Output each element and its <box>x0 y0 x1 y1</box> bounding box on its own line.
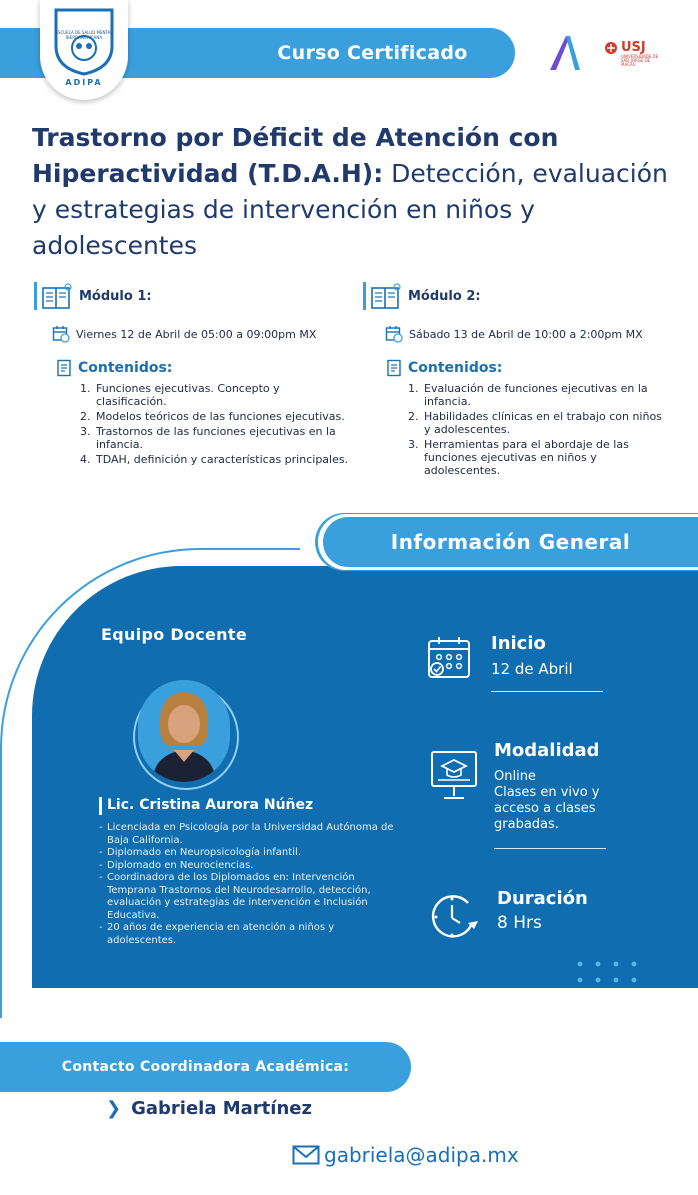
list-item: - Licenciada en Psicología por la Universidad Autónoma de Baja California. <box>99 822 394 846</box>
list-item: 3. Trastornos de las funciones ejecutivas en la infancia. <box>80 425 336 451</box>
module-1-date-text: Viernes 12 de Abril de 05:00 a 09:00pm MX <box>76 327 317 341</box>
module-2-date-text: Sábado 13 de Abril de 10:00 a 2:00pm MX <box>409 327 643 341</box>
a-logo-icon <box>546 32 582 72</box>
list-item: 2. Modelos teóricos de las funciones ejecutivas. <box>80 410 345 423</box>
list-item: 4. TDAH, definición y características principales. <box>80 453 349 466</box>
module-2-contents-label: Contenidos: <box>408 360 503 376</box>
teacher-photo <box>138 680 230 782</box>
list-item: - Diplomado en Neurociencias. <box>99 859 254 871</box>
shield-icon <box>50 6 118 76</box>
book-icon <box>41 282 73 310</box>
usj-subtitle: UNIVERSIDADE DE SÃO JORGE DE MACAU <box>621 54 659 67</box>
duracion-value: 8 Hrs <box>497 913 542 933</box>
module-1-header <box>34 282 152 310</box>
contact-email-text[interactable]: gabriela@adipa.mx <box>324 1143 519 1167</box>
document-icon <box>56 359 74 377</box>
monitor-graduation-icon <box>430 750 478 808</box>
list-item: - 20 años de experiencia en atención a niños y adolescentes. <box>99 922 335 946</box>
module-2-date <box>385 325 643 343</box>
calendar-icon <box>385 325 403 343</box>
usj-name: USJ <box>621 40 646 55</box>
inicio-value: 12 de Abril <box>491 660 573 678</box>
module-1-contents-label: Contenidos: <box>78 360 173 376</box>
contact-name-text: Gabriela Martínez <box>131 1098 312 1119</box>
decorative-dots <box>576 960 646 990</box>
module-2-contents-header <box>386 359 502 377</box>
teacher-name: Lic. Cristina Aurora Núñez <box>107 797 314 813</box>
divider <box>491 691 603 692</box>
clock-icon <box>430 893 480 945</box>
module-2-label: Módulo 2: <box>408 288 481 304</box>
logo-brand: ADIPA <box>65 78 103 87</box>
module-2-header <box>363 282 481 310</box>
document-icon <box>386 359 404 377</box>
modalidad-value-online: Online <box>494 769 536 784</box>
module-bar <box>363 282 366 310</box>
module-bar <box>34 282 37 310</box>
modalidad-values <box>494 769 624 833</box>
contact-email[interactable] <box>292 1143 519 1167</box>
equipo-label: Equipo Docente <box>101 625 247 644</box>
module-1-contents-header <box>56 359 172 377</box>
contact-name <box>106 1098 312 1119</box>
inicio-label: Inicio <box>491 633 546 654</box>
divider <box>494 848 606 849</box>
header-title: Curso Certificado <box>277 42 468 64</box>
teacher-avatar-icon <box>138 680 230 782</box>
list-item: - Diplomado en Neuropsicología infantil. <box>99 847 301 858</box>
module-1-date <box>52 325 316 343</box>
course-title <box>32 120 672 264</box>
list-item: 1. Funciones ejecutivas. Concepto y clasificación. <box>80 382 280 408</box>
partner-usj-logo <box>604 40 661 67</box>
module-1-label: Módulo 1: <box>79 288 152 304</box>
course-title-regular: Detección, evaluación y estrategias de intervención en niños y adolescentes <box>32 159 668 260</box>
adipa-logo <box>40 0 128 100</box>
list-item: 3. Herramientas para el abordaje de las funciones ejecutivas en niños y adolescentes. <box>408 438 629 477</box>
modalidad-value-detail: Clases en vivo y acceso a clases grabadas. <box>494 785 600 832</box>
course-title-bold: Trastorno por Déficit de Atención con Hiperactividad (T.D.A.H): <box>32 123 559 188</box>
contact-title: Contacto Coordinadora Académica: <box>61 1059 350 1075</box>
usj-emblem-icon <box>604 41 618 55</box>
book-icon <box>370 282 402 310</box>
modalidad-label: Modalidad <box>494 740 600 761</box>
info-title: Información General <box>390 530 631 554</box>
partner-a-logo <box>546 32 582 76</box>
duracion-label: Duración <box>497 888 588 909</box>
teacher-bio-list <box>99 822 399 947</box>
chevron-right-icon: ❯ <box>106 1098 122 1119</box>
list-item: 2. Habilidades clínicas en el trabajo con niños y adolescentes. <box>408 410 662 436</box>
calendar-icon <box>52 325 70 343</box>
list-item: - Coordinadora de los Diplomados en: Intervención Temprana Trastornos del Neurodesarrollo, detección, evaluación y estrategias de intervención e Inclusión Educativa. <box>99 872 371 921</box>
module-1-contents-list <box>80 382 350 468</box>
calendar-large-icon <box>427 635 473 685</box>
module-2-contents-list <box>408 382 670 479</box>
logo-top-text: ESCUELA DE SALUD MENTAL IBEROAMERICANA <box>55 30 113 40</box>
teacher-name-bar <box>99 797 102 815</box>
list-item: 1. Evaluación de funciones ejecutivas en la infancia. <box>408 382 648 408</box>
mail-icon <box>292 1145 320 1165</box>
